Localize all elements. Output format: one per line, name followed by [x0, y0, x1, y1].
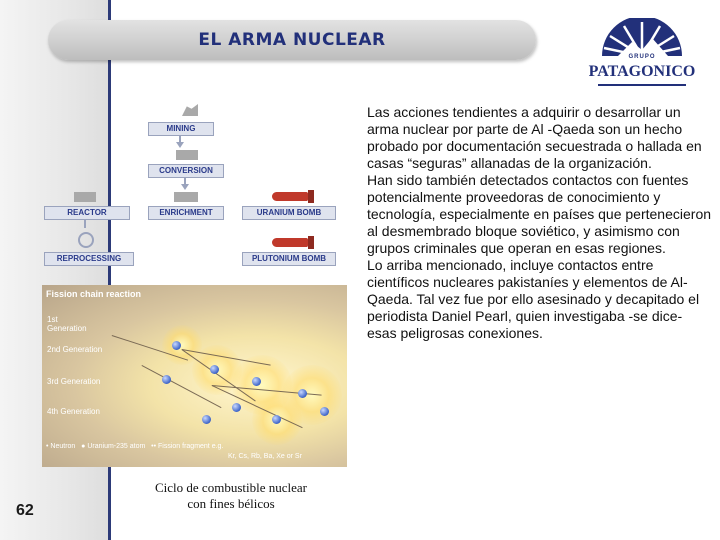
step-mining: MINING [148, 122, 214, 136]
fission-legend [46, 443, 223, 450]
grupo-patagonico-logo [588, 18, 696, 96]
uranium-atom [232, 403, 241, 412]
fragment-legend-icon: •• [151, 443, 157, 450]
caption-line-2: con fines bélicos [187, 496, 275, 511]
atom-legend-icon: ● [81, 443, 86, 450]
step-reprocessing: REPROCESSING [44, 252, 134, 266]
legend-neutron: Neutron [50, 443, 76, 450]
logo-name: PATAGONICO [588, 63, 696, 80]
body-paragraph-2: Han sido también detectados contactos con fuentes potencialmente proveedoras de conocimiento y tecnología, especialmente en países que pertenecieron al desmembrado bloque soviético, y asimismo con grupos criminales que operan en esas regiones. [367, 172, 712, 256]
step-uranium-bomb: URANIUM BOMB [242, 206, 336, 220]
plutonium-bomb-icon [272, 238, 308, 247]
legend-fragment-examples-text: Kr, Cs, Rb, Ba, Xe or Sr [228, 453, 302, 460]
uranium-atom [298, 389, 307, 398]
uranium-atom [172, 341, 181, 350]
figure-caption [122, 480, 340, 512]
generation-label: 4th Generation [47, 407, 100, 416]
uranium-atom [162, 375, 171, 384]
step-reactor: REACTOR [44, 206, 130, 220]
body-text [367, 104, 712, 342]
title-bar [48, 20, 536, 60]
reactor-icon [74, 192, 96, 202]
logo-underline [598, 84, 686, 86]
legend-atom: Uranium-235 atom [87, 443, 146, 450]
arrow-down-icon [181, 184, 189, 190]
uranium-atom [320, 407, 329, 416]
uranium-atom [210, 365, 219, 374]
fission-chain-illustration [42, 285, 347, 467]
generation-label: 3rd Generation [47, 377, 101, 386]
legend-fragment: Fission fragment e.g. [158, 443, 224, 450]
body-paragraph-1: Las acciones tendientes a adquirir o desarrollar un arma nuclear por parte de Al -Qaeda son un hecho probado por documentación secuestrada o hallada en casas “seguras” allanadas de la organización. [367, 104, 702, 171]
arrow-down-icon [176, 142, 184, 148]
uranium-atom [272, 415, 281, 424]
generation-label: 2nd Generation [47, 345, 103, 354]
step-enrichment: ENRICHMENT [148, 206, 224, 220]
step-conversion: CONVERSION [148, 164, 224, 178]
neutron-legend-icon: • [46, 443, 49, 450]
logo-small-text: GRUPO [628, 54, 656, 60]
recycle-icon [78, 232, 94, 248]
generation-label: 1st Generation [47, 315, 87, 333]
mining-icon [182, 104, 198, 116]
body-paragraph-3: Lo arriba mencionado, incluye contactos entre científicos nucleares pakistaníes y elementos de Al-Qaeda. Tal vez fue por ello asesinado y decapitado el periodista Daniel Pearl, quien investigaba -se dice- esas peligrosas conexiones. [367, 257, 700, 341]
uranium-atom [252, 377, 261, 386]
caption-line-1: Ciclo de combustible nuclear [155, 480, 307, 495]
uranium-bomb-icon [272, 192, 308, 201]
fission-title: Fission chain reaction [46, 289, 142, 299]
step-plutonium-bomb: PLUTONIUM BOMB [242, 252, 336, 266]
factory-icon [176, 150, 198, 160]
fuel-cycle-diagram [40, 100, 350, 270]
uranium-atom [202, 415, 211, 424]
sunburst-icon [588, 18, 696, 58]
page-number: 62 [16, 502, 34, 519]
arrow-stem [84, 220, 86, 228]
enrichment-plant-icon [174, 192, 198, 202]
page-title: EL ARMA NUCLEAR [198, 30, 386, 50]
legend-fragment-examples [228, 453, 302, 460]
